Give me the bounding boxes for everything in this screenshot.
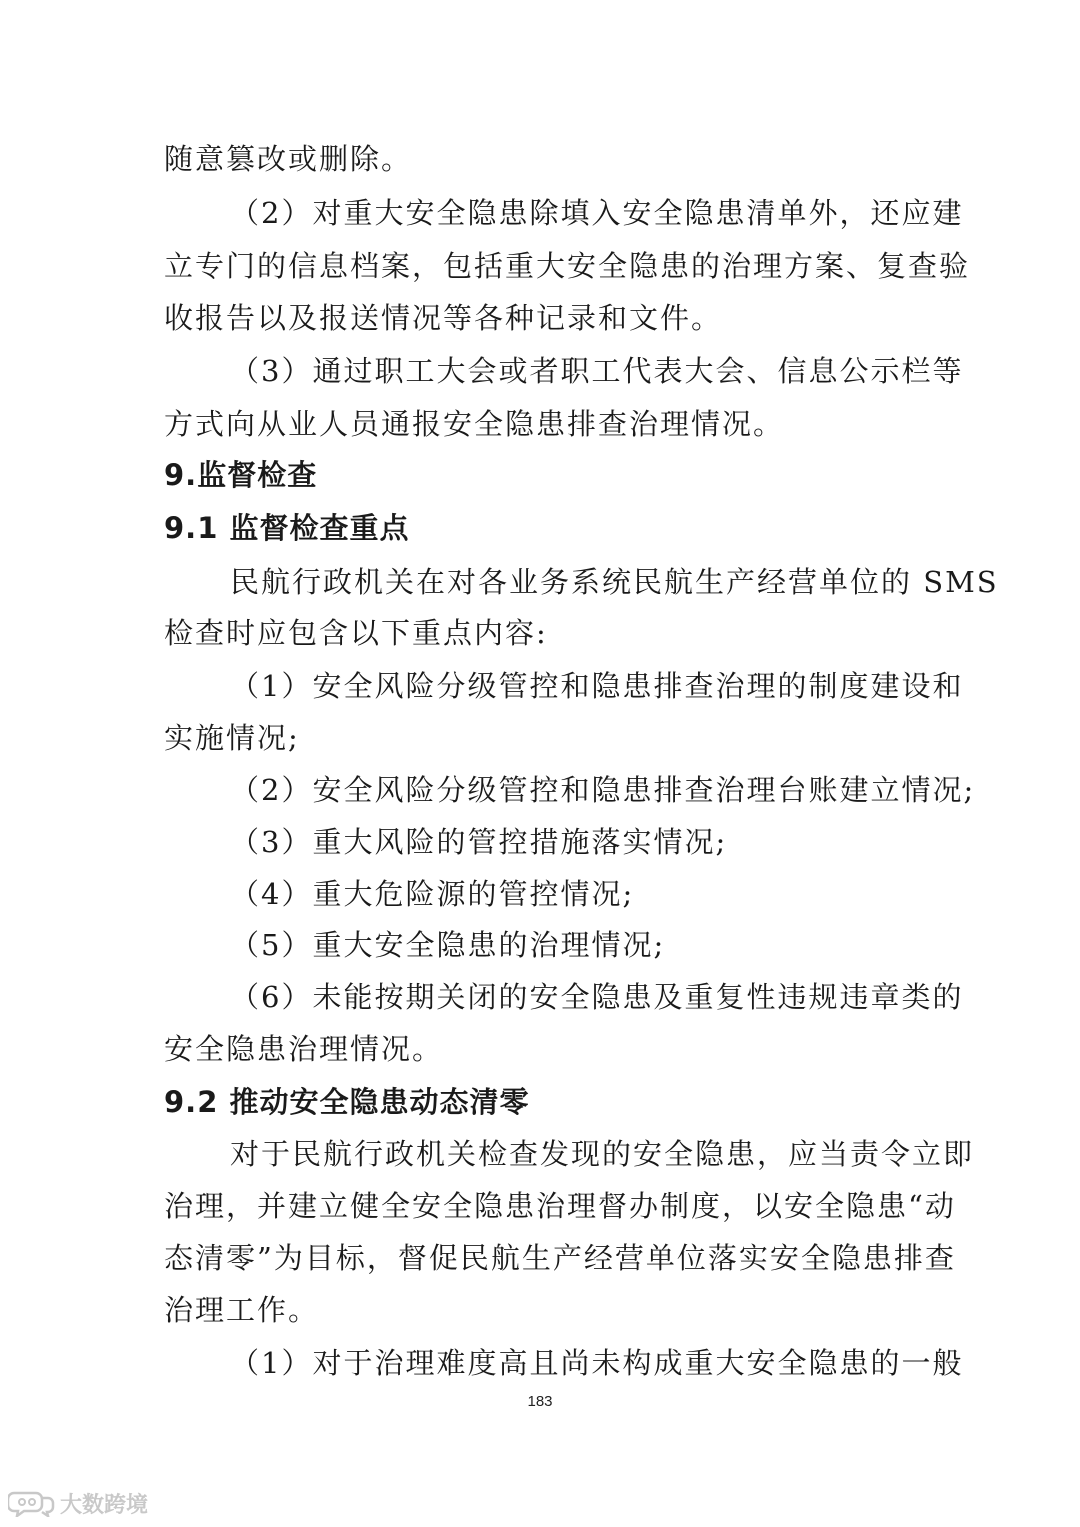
subsection-heading: 9.2 推动安全隐患动态清零 [164,1085,530,1119]
list-item-line: 实施情况; [164,721,300,755]
paragraph-line: （2）对重大安全隐患除填入安全隐患清单外，还应建 [230,196,964,230]
paragraph-line: 治理，并建立健全安全隐患治理督办制度，以安全隐患“动 [164,1189,956,1223]
paragraph-line: （3）通过职工大会或者职工代表大会、信息公示栏等 [230,354,964,388]
list-item-line: （1）对于治理难度高且尚未构成重大安全隐患的一般 [230,1346,964,1380]
subsection-heading: 9.1 监督检查重点 [164,511,410,545]
paragraph-line: 态清零”为目标，督促民航生产经营单位落实安全隐患排查 [164,1241,956,1275]
watermark-text: 大数跨境 [60,1492,149,1518]
watermark [8,1488,148,1518]
paragraph-line: 方式向从业人员通报安全隐患排查治理情况。 [164,407,785,441]
list-item-line: （4）重大危险源的管控情况; [230,877,635,911]
list-item-line: （6）未能按期关闭的安全隐患及重复性违规违章类的 [230,980,964,1014]
list-item-line: （5）重大安全隐患的治理情况; [230,928,666,962]
paragraph-line: 随意篡改或删除。 [164,142,413,176]
paragraph-line: 立专门的信息档案，包括重大安全隐患的治理方案、复查验 [164,249,971,283]
list-item-line: （2）安全风险分级管控和隐患排查治理台账建立情况; [230,773,976,807]
list-item-line: 安全隐患治理情况。 [164,1032,444,1066]
paragraph-line: 收报告以及报送情况等各种记录和文件。 [164,301,723,335]
paragraph-line: 民航行政机关在对各业务系统民航生产经营单位的 SMS [230,565,999,599]
page-number: 183 [527,1393,553,1410]
section-heading: 9.监督检查 [164,458,318,492]
chat-bubble-icon [8,1489,56,1517]
paragraph-line: 治理工作。 [164,1293,320,1327]
list-item-line: （1）安全风险分级管控和隐患排查治理的制度建设和 [230,669,964,703]
paragraph-line: 检查时应包含以下重点内容: [164,616,548,650]
paragraph-line: 对于民航行政机关检查发现的安全隐患，应当责令立即 [230,1137,975,1171]
list-item-line: （3）重大风险的管控措施落实情况; [230,825,728,859]
